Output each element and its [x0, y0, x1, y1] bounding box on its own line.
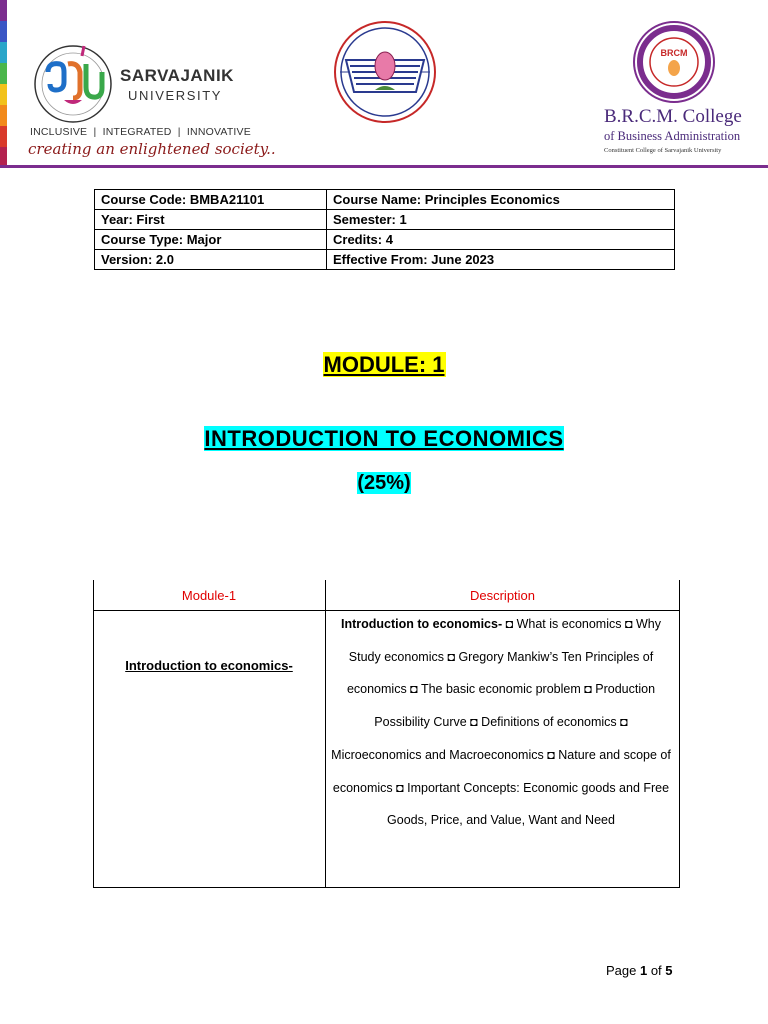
page-of: of	[647, 963, 666, 978]
table-row	[95, 230, 675, 250]
version-cell: Version: 2.0	[95, 250, 327, 270]
university-tagline: INCLUSIVE | INTEGRATED | INNOVATIVE	[30, 126, 251, 138]
header-divider	[0, 165, 768, 168]
module-description-table	[93, 580, 680, 888]
table-row	[95, 190, 675, 210]
module-heading	[0, 426, 768, 452]
color-stripe	[0, 0, 7, 168]
page-word: Page	[606, 963, 640, 978]
page-number	[606, 963, 673, 978]
course-name-cell: Course Name: Principles Economics	[327, 190, 675, 210]
table-row	[95, 250, 675, 270]
university-slogan: creating an enlightened society..	[28, 140, 276, 158]
module-title-text: MODULE: 1	[323, 352, 445, 377]
module-row-title: Introduction to economics-	[125, 658, 293, 673]
description-column-header: Description	[469, 588, 536, 603]
module-column-header: Module-1	[181, 588, 237, 603]
module-weight	[0, 472, 768, 495]
society-emblem	[332, 20, 438, 124]
sarvajanik-university-logo	[28, 42, 118, 126]
svg-text:BRCM: BRCM	[660, 48, 688, 58]
university-name: SARVAJANIK	[120, 66, 234, 85]
table-border	[93, 887, 680, 888]
page-total: 5	[665, 963, 673, 978]
semester-cell: Semester: 1	[327, 210, 675, 230]
brcm-college-logo	[628, 20, 720, 104]
page-current: 1	[639, 963, 648, 978]
course-code-cell: Course Code: BMBA21101	[95, 190, 327, 210]
college-name: B.R.C.M. College	[604, 106, 742, 127]
document-header	[0, 0, 768, 170]
module-heading-text: INTRODUCTION TO ECONOMICS	[204, 426, 564, 451]
description-lead: Introduction to economics-	[341, 617, 503, 631]
college-constituent-note: Constituent College of Sarvajanik University	[604, 147, 722, 154]
table-row	[95, 210, 675, 230]
university-subtitle: UNIVERSITY	[128, 88, 223, 103]
effective-from-cell: Effective From: June 2023	[327, 250, 675, 270]
credits-cell: Credits: 4	[327, 230, 675, 250]
module-weight-text: (25%)	[357, 472, 411, 494]
module-row-description	[331, 608, 671, 837]
college-subtitle: of Business Administration	[604, 129, 741, 143]
year-cell: Year: First	[95, 210, 327, 230]
description-body: ◘ What is economics ◘ Why Study economics ◘ Gregory Mankiw’s Ten Principles of economics ◘ The basic economic problem ◘ Production Possibility Curve ◘ Definitions of economics ◘ Microeconomics and Macroeconomics ◘ Nature and scope of economics ◘ Important Concepts: Economic goods and Free Goods, Price, and Value, Want and Need	[331, 617, 671, 828]
module-title	[0, 352, 768, 378]
table-border	[93, 580, 94, 888]
course-info-table	[94, 189, 675, 270]
table-border	[679, 580, 680, 888]
table-border	[325, 580, 326, 888]
course-type-cell: Course Type: Major	[95, 230, 327, 250]
